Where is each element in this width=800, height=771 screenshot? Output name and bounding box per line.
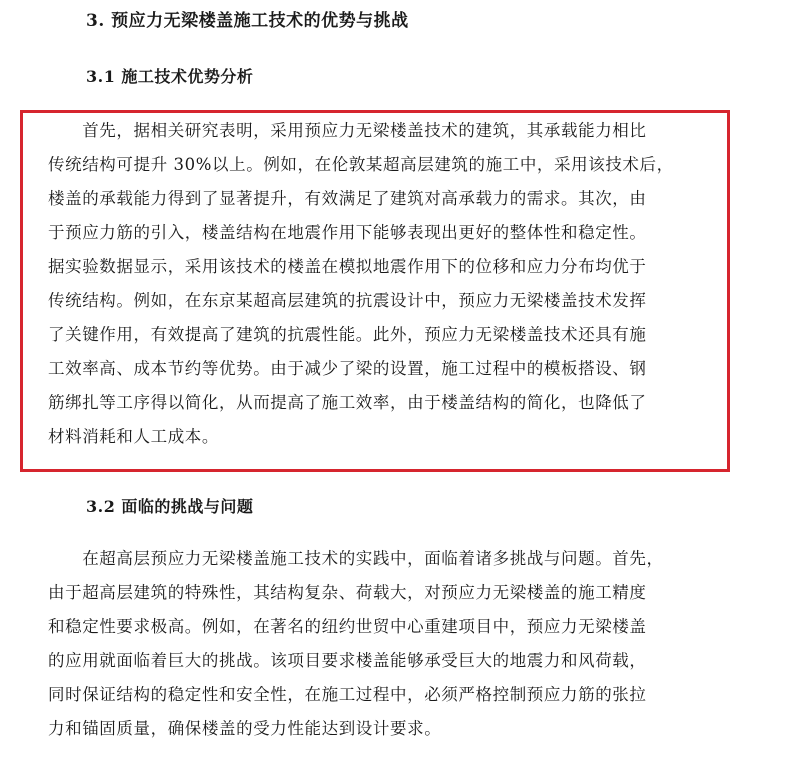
paragraph-line: 的应用就面临着巨大的挑战。该项目要求楼盖能够承受巨大的地震力和风荷载， [48, 651, 647, 670]
paragraph-line: 传统结构。例如，在东京某超高层建筑的抗震设计中，预应力无梁楼盖技术发挥 [48, 291, 647, 310]
section-3-2-heading: 3.2 面临的挑战与问题 [86, 497, 254, 516]
section-3-heading: 3. 预应力无梁楼盖施工技术的优势与挑战 [86, 11, 409, 31]
paragraph-challenges [48, 542, 664, 746]
paragraph-line: 筋绑扎等工序得以简化，从而提高了施工效率，由于楼盖结构的简化，也降低了 [48, 393, 647, 412]
paragraph-line: 和稳定性要求极高。例如，在著名的纽约世贸中心重建项目中，预应力无梁楼盖 [48, 617, 647, 636]
section-3-1-heading: 3.1 施工技术优势分析 [86, 67, 254, 86]
paragraph-line: 力和锚固质量，确保楼盖的受力性能达到设计要求。 [48, 719, 442, 738]
paragraph-line: 材料消耗和人工成本。 [48, 427, 219, 446]
paragraph-line: 工效率高、成本节约等优势。由于减少了梁的设置，施工过程中的模板搭设、钢 [48, 359, 647, 378]
paragraph-line: 传统结构可提升 30%以上。例如，在伦敦某超高层建筑的施工中，采用该技术后， [48, 155, 674, 174]
paragraph-line: 了关键作用，有效提高了建筑的抗震性能。此外，预应力无梁楼盖技术还具有施 [48, 325, 647, 344]
paragraph-advantages [48, 114, 674, 454]
paragraph-line: 于预应力筋的引入，楼盖结构在地震作用下能够表现出更好的整体性和稳定性。 [48, 223, 647, 242]
paragraph-line: 首先，据相关研究表明，采用预应力无梁楼盖技术的建筑，其承载能力相比 [48, 121, 647, 140]
paragraph-line: 楼盖的承载能力得到了显著提升，有效满足了建筑对高承载力的需求。其次，由 [48, 189, 647, 208]
paragraph-line: 据实验数据显示，采用该技术的楼盖在模拟地震作用下的位移和应力分布均优于 [48, 257, 647, 276]
paragraph-line: 同时保证结构的稳定性和安全性，在施工过程中，必须严格控制预应力筋的张拉 [48, 685, 647, 704]
paragraph-line: 在超高层预应力无梁楼盖施工技术的实践中，面临着诸多挑战与问题。首先， [48, 549, 664, 568]
paragraph-line: 由于超高层建筑的特殊性，其结构复杂、荷载大，对预应力无梁楼盖的施工精度 [48, 583, 647, 602]
